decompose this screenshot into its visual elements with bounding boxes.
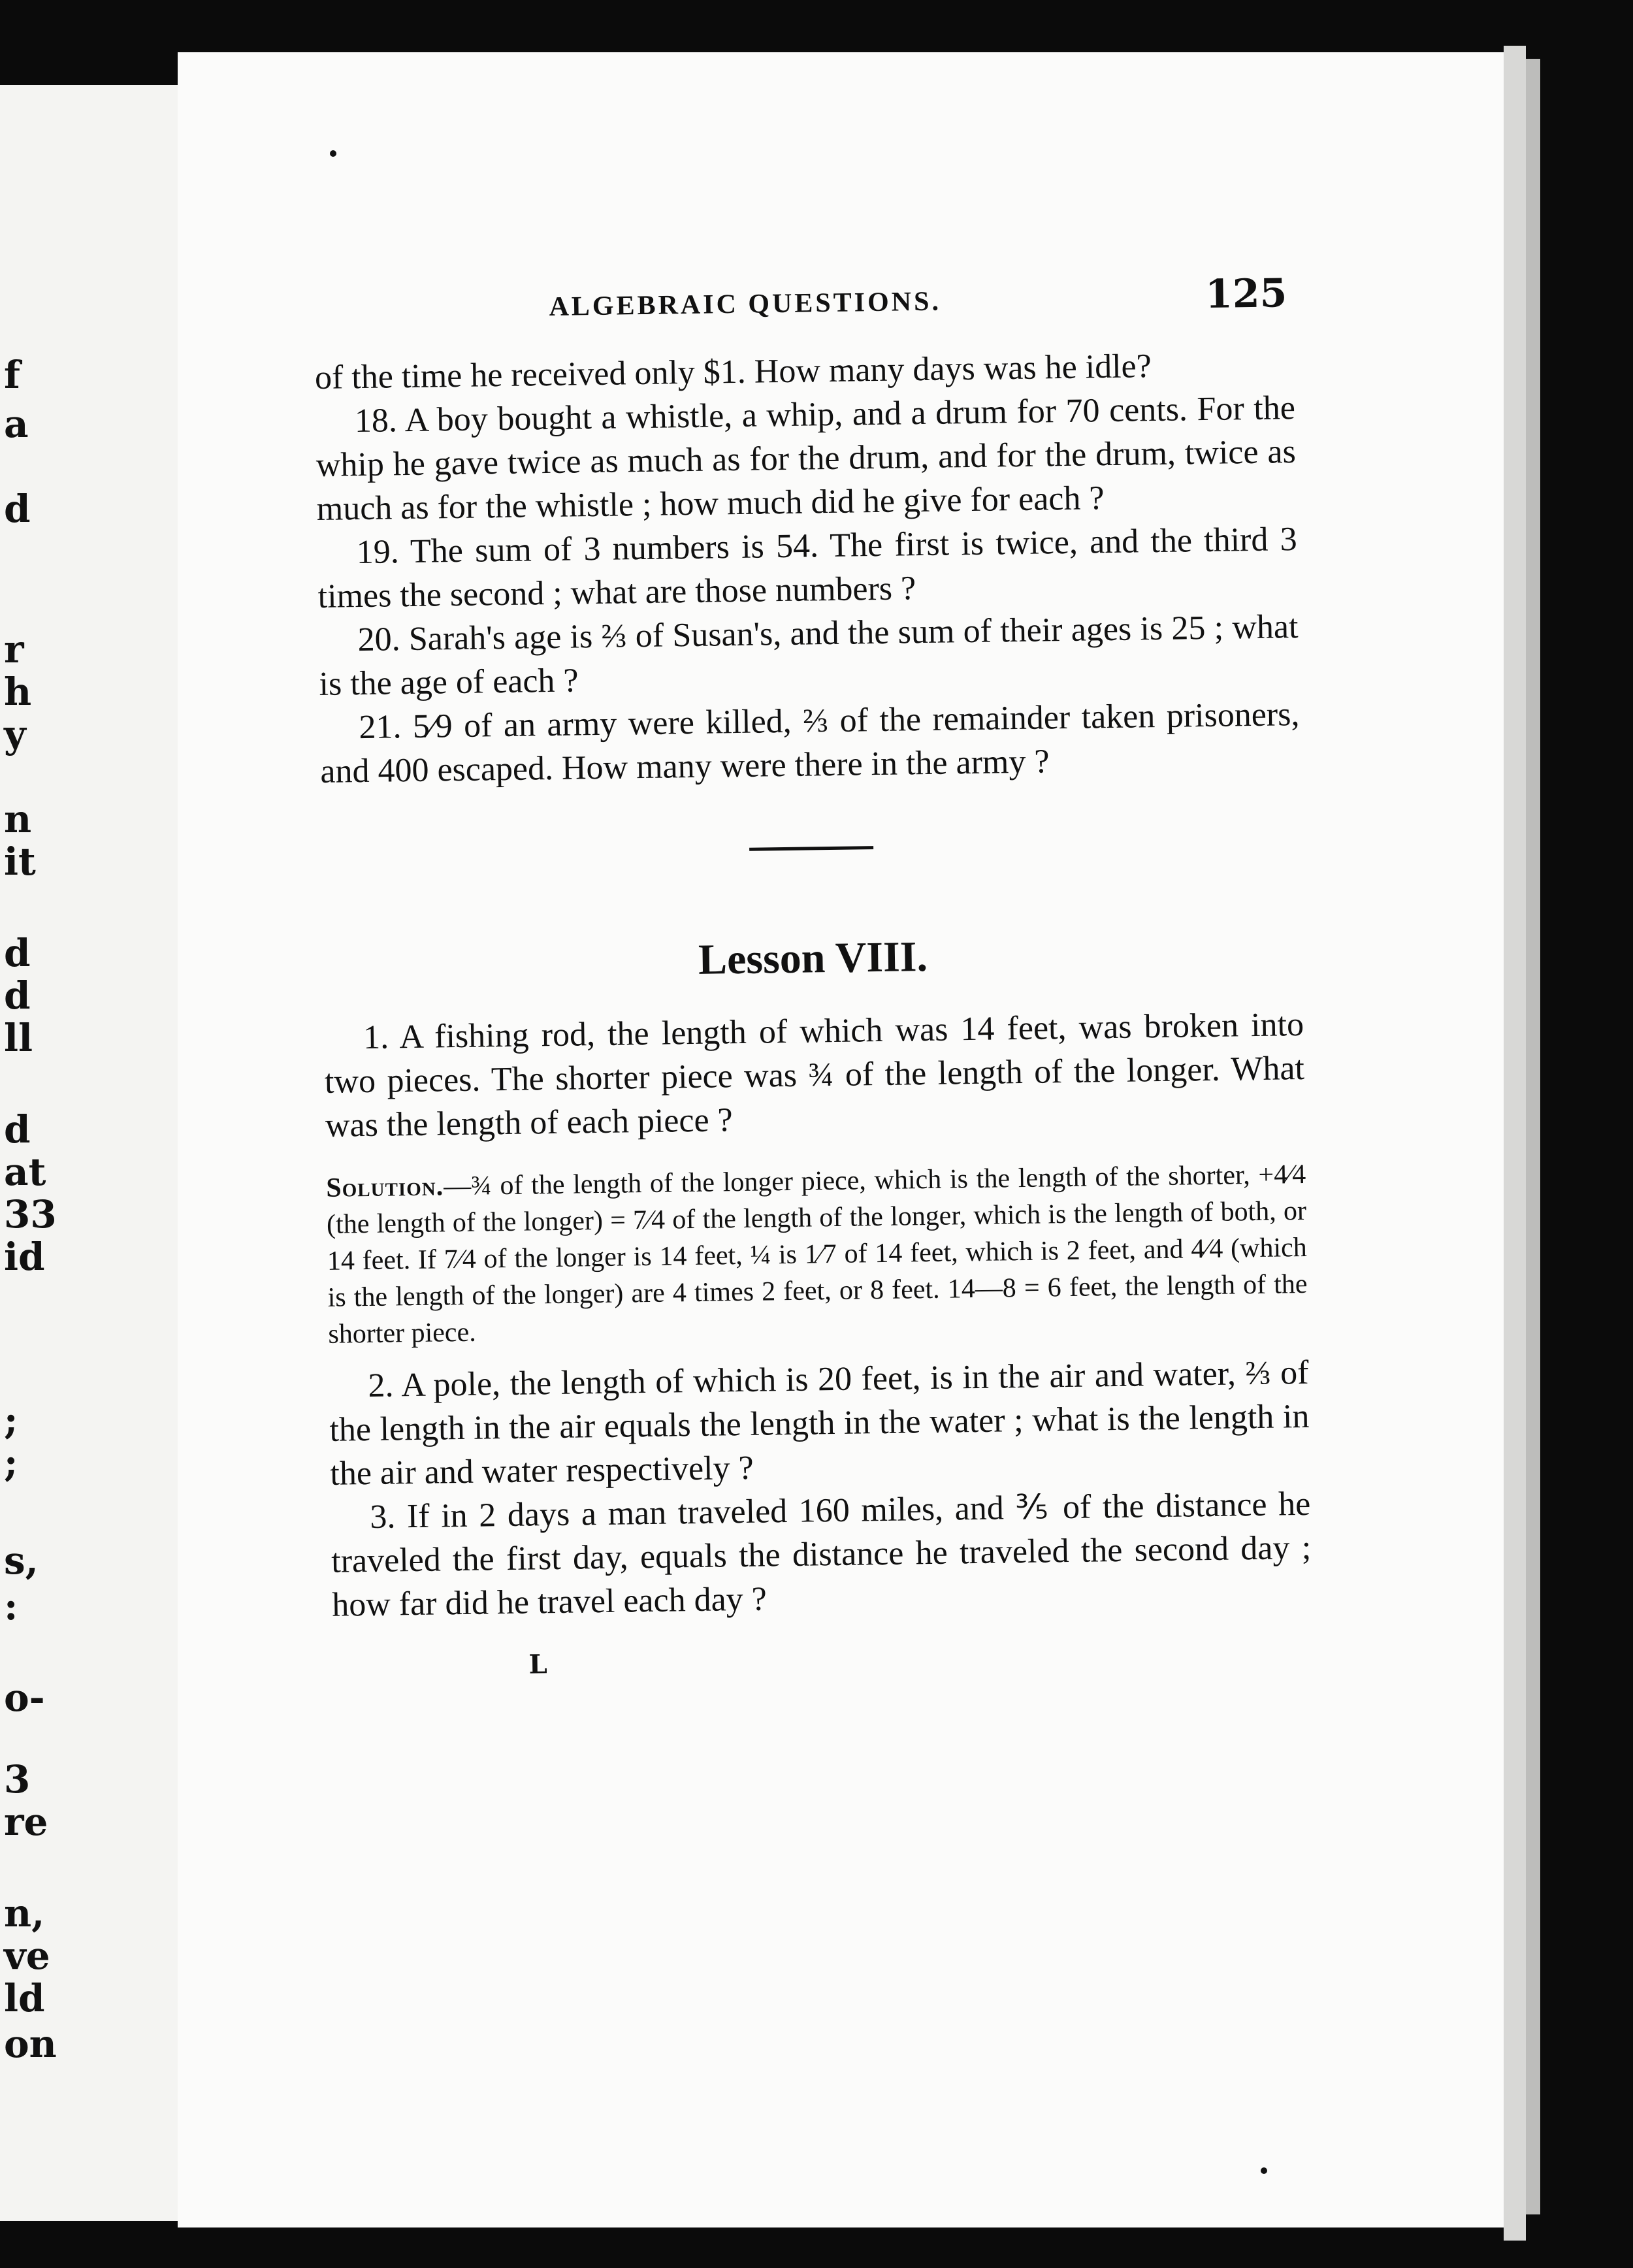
problem-19: 19. The sum of 3 numbers is 54. The first is twice, and the third 3 times the second ; what are those numbers ? [317, 521, 1297, 615]
problem-3: 3. If in 2 days a man traveled 160 miles, and ⅗ of the distance he traveled the first day, equals the distance he traveled the second day ; how far did he travel each day ? [331, 1485, 1312, 1624]
facing-page-fragment: n [4, 797, 32, 841]
facing-page-fragment: ; [4, 1440, 18, 1485]
page-text [314, 270, 1313, 1683]
facing-page-fragment: ld [4, 1976, 45, 2020]
facing-page-fragment: d [4, 487, 31, 531]
facing-page-fragment: a [4, 402, 29, 446]
facing-page-fragment: ll [4, 1016, 33, 1060]
facing-page-fragment: s, [4, 1538, 39, 1583]
problem-20: 20. Sarah's age is ⅔ of Susan's, and the sum of their ages is 25 ; what is the age of each ? [319, 608, 1299, 703]
facing-page-edge [0, 85, 193, 2221]
problem-2: 2. A pole, the length of which is 20 feet, is in the air and water, ⅔ of the length in the air equals the length in the water ; what is the length in the air and water respectively ? [329, 1353, 1310, 1493]
ink-speck [1261, 2167, 1267, 2174]
facing-page-fragment: it [4, 839, 36, 884]
facing-page-fragment: re [4, 1800, 48, 1844]
facing-page-fragment: ; [4, 1398, 18, 1442]
facing-page-fragment: 3 [4, 1757, 31, 1802]
section-divider [749, 846, 873, 851]
solution-text: —¾ of the length of the longer piece, which is the length of the shorter, +4⁄4 (the length of the longer) = 7⁄4 of the length of the longer, which is the length of both, or 14 feet. If 7⁄4 of the longer is 14 feet, ¼ is 1⁄7 of 14 feet, which is 2 feet, and 4⁄4 (which is the length of the longer) are 4 times 2 feet, or 8 feet. 14—8 = 6 feet, the length of the shorter piece. [326, 1159, 1308, 1350]
facing-page-fragment: f [4, 353, 20, 397]
problem-21: 21. 5⁄9 of an army were killed, ⅔ of the remainder taken prisoners, and 400 escaped. How many were there in the army ? [320, 695, 1300, 790]
facing-page-fragment: id [4, 1235, 45, 1279]
solution [326, 1156, 1308, 1353]
facing-page-fragment: ve [4, 1934, 50, 1978]
facing-page-fragment: y [4, 712, 26, 756]
running-head: ALGEBRAIC QUESTIONS. [549, 286, 942, 322]
facing-page-fragment: o- [4, 1676, 45, 1720]
facing-page-fragment: 33 [4, 1192, 57, 1237]
facing-page-fragment: r [4, 627, 24, 672]
facing-page-fragment: : [4, 1584, 18, 1628]
page-edge-shadow [1526, 59, 1540, 2214]
page-edge-shadow [1504, 46, 1526, 2241]
solution-label: Solution. [326, 1171, 444, 1203]
facing-page-fragment: d [4, 973, 31, 1018]
problem-1: 1. A fishing rod, the length of which was 14 feet, was broken into two pieces. The shorter piece was ¾ of the length of the longer. What was the length of each piece ? [324, 1005, 1305, 1144]
problem-18: 18. A boy bought a whistle, a whip, and a drum for 70 cents. For the whip he gave twice as much as for the drum, and for the drum, twice as much as for the whistle ; how much did he give for each ? [315, 389, 1297, 528]
facing-page-fragment: d [4, 931, 31, 975]
ink-speck [330, 150, 336, 157]
page-number: 125 [1205, 270, 1287, 317]
facing-page-fragment: h [4, 670, 32, 714]
facing-page-fragment: at [4, 1150, 46, 1194]
facing-page-fragment: n, [4, 1891, 45, 1936]
facing-page-fragment: d [4, 1107, 31, 1152]
paragraph: of the time he received only $1. How many days was he idle? [314, 348, 1152, 397]
lesson-heading: Lesson VIII. [698, 932, 928, 984]
signature-mark: L [528, 1649, 547, 1680]
facing-page-fragment: on [4, 2022, 57, 2066]
